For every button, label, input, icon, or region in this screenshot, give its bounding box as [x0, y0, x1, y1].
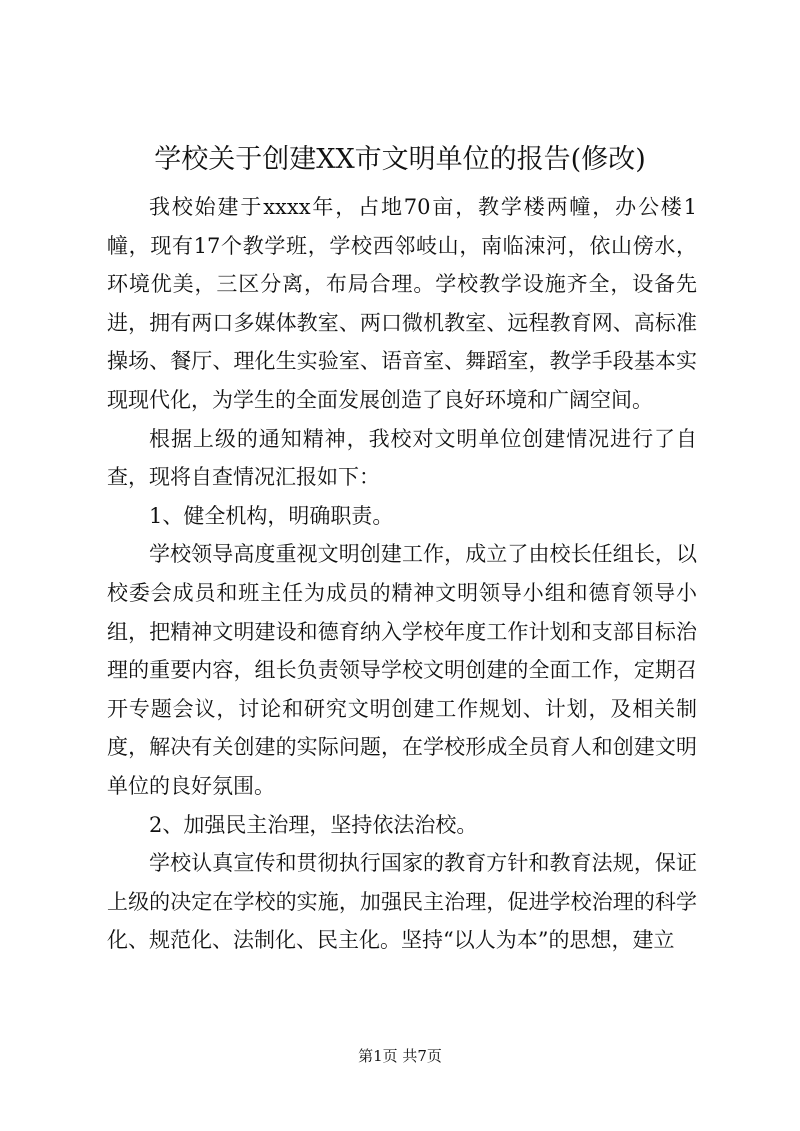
- paragraph-self-check-intro: 根据上级的通知精神，我校对文明单位创建情况进行了自查，现将自查情况汇报如下：: [107, 426, 697, 490]
- document-title: 学校关于创建XX市文明单位的报告(修改): [154, 144, 646, 175]
- paragraph-democratic-governance: 学校认真宣传和贯彻执行国家的教育方针和教育法规，保证上级的决定在学校的实施，加强民主治理，促进学校治理的科学化、规范化、法制化、民主化。坚持“以人为本”的思想，建立: [107, 851, 697, 953]
- section-heading-2: 2、加强民主治理，坚持依法治校。: [149, 812, 478, 837]
- section-heading-1: 1、健全机构，明确职责。: [149, 503, 394, 528]
- document-body: [107, 188, 697, 960]
- page-indicator: 第1页 共7页: [358, 1047, 442, 1065]
- paragraph-organization: 学校领导高度重视文明创建工作，成立了由校长任组长，以校委会成员和班主任为成员的精神文明领导小组和德育领导小组，把精神文明建设和德育纳入学校年度工作计划和支部目标治理的重要内容，组长负责领导学校文明创建的全面工作，定期召开专题会议，讨论和研究文明创建工作规划、计划，及相关制度，解决有关创建的实际问题，在学校形成全员育人和创建文明单位的良好氛围。: [107, 542, 697, 798]
- paragraph-school-intro: 我校始建于xxxx年，占地70亩，教学楼两幢，办公楼1幢，现有17个教学班，学校西邻岐山，南临涑河，依山傍水，环境优美，三区分离，布局合理。学校教学设施齐全，设备先进，拥有两口多媒体教室、两口微机教室、远程教育网、高标准操场、餐厅、理化生实验室、语音室、舞蹈室，教学手段基本实现现代化，为学生的全面发展创造了良好环境和广阔空间。: [107, 195, 697, 412]
